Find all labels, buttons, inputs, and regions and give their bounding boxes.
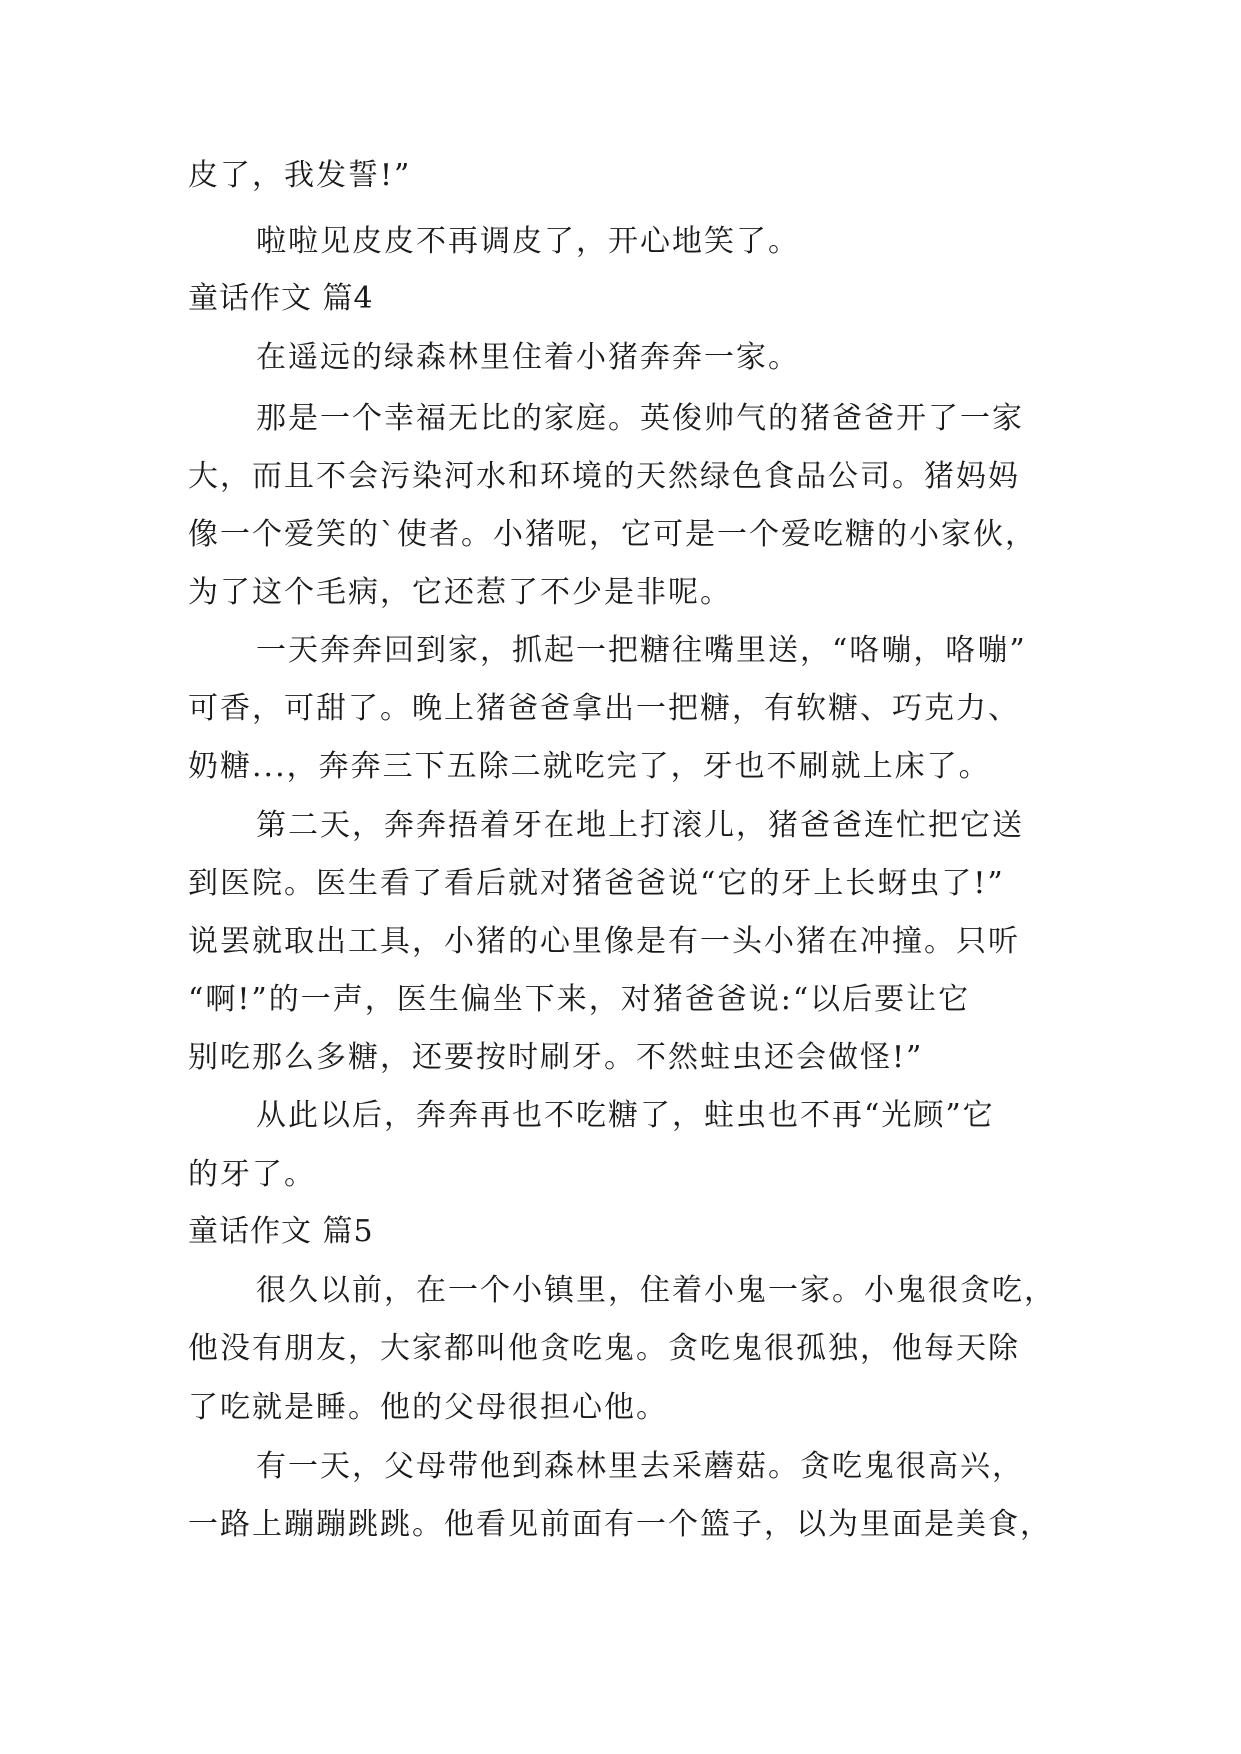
section-heading: 童话作文 篇4 — [188, 281, 374, 316]
paragraph-line: 为了这个毛病，它还惹了不少是非呢。 — [188, 575, 732, 610]
paragraph-line: 像一个爱笑的`使者。小猪呢，它可是一个爱吃糖的小家伙， — [188, 517, 1037, 552]
paragraph-line: 大，而且不会污染河水和环境的天然绿色食品公司。猪妈妈 — [188, 459, 1020, 494]
paragraph-line: 有一天，父母带他到森林里去采蘑菇。贪吃鬼很高兴， — [256, 1449, 1024, 1484]
paragraph-line: 可香，可甜了。晚上猪爸爸拿出一把糖，有软糖、巧克力、 — [188, 691, 1020, 726]
paragraph-line: 奶糖...，奔奔三下五除二就吃完了，牙也不刷就上床了。 — [188, 749, 991, 784]
paragraph-line: 一天奔奔回到家，抓起一把糖往嘴里送，“咯嘣，咯嘣” — [256, 633, 1027, 668]
paragraph-line: “啊!”的一声，医生偏坐下来，对猪爸爸说:“以后要让它 — [188, 982, 971, 1017]
paragraph-line: 从此以后，奔奔再也不吃糖了，蛀虫也不再“光顾”它 — [256, 1098, 995, 1133]
paragraph-line: 了吃就是睡。他的父母很担心他。 — [188, 1390, 668, 1425]
paragraph-line: 那是一个幸福无比的家庭。英俊帅气的猪爸爸开了一家 — [256, 401, 1024, 436]
paragraph-line: 的牙了。 — [188, 1157, 316, 1192]
paragraph-line: 到医院。医生看了看后就对猪爸爸说“它的牙上长蚜虫了!” — [188, 866, 1005, 901]
paragraph-line: 他没有朋友，大家都叫他贪吃鬼。贪吃鬼很孤独，他每天除 — [188, 1331, 1020, 1366]
paragraph-line: 在遥远的绿森林里住着小猪奔奔一家。 — [256, 340, 800, 375]
paragraph-line: 皮了，我发誓!” — [188, 158, 412, 193]
section-heading: 童话作文 篇5 — [188, 1214, 374, 1249]
paragraph-line: 很久以前，在一个小镇里，住着小鬼一家。小鬼很贪吃， — [256, 1273, 1056, 1308]
paragraph-line: 一路上蹦蹦跳跳。他看见前面有一个篮子，以为里面是美食， — [188, 1507, 1052, 1542]
paragraph-line: 啦啦见皮皮不再调皮了，开心地笑了。 — [256, 224, 800, 259]
paragraph-line: 别吃那么多糖，还要按时刷牙。不然蛀虫还会做怪!” — [188, 1040, 924, 1075]
paragraph-line: 说罢就取出工具，小猪的心里像是有一头小猪在冲撞。只听 — [188, 924, 1020, 959]
paragraph-line: 第二天，奔奔捂着牙在地上打滚儿，猪爸爸连忙把它送 — [256, 808, 1024, 843]
